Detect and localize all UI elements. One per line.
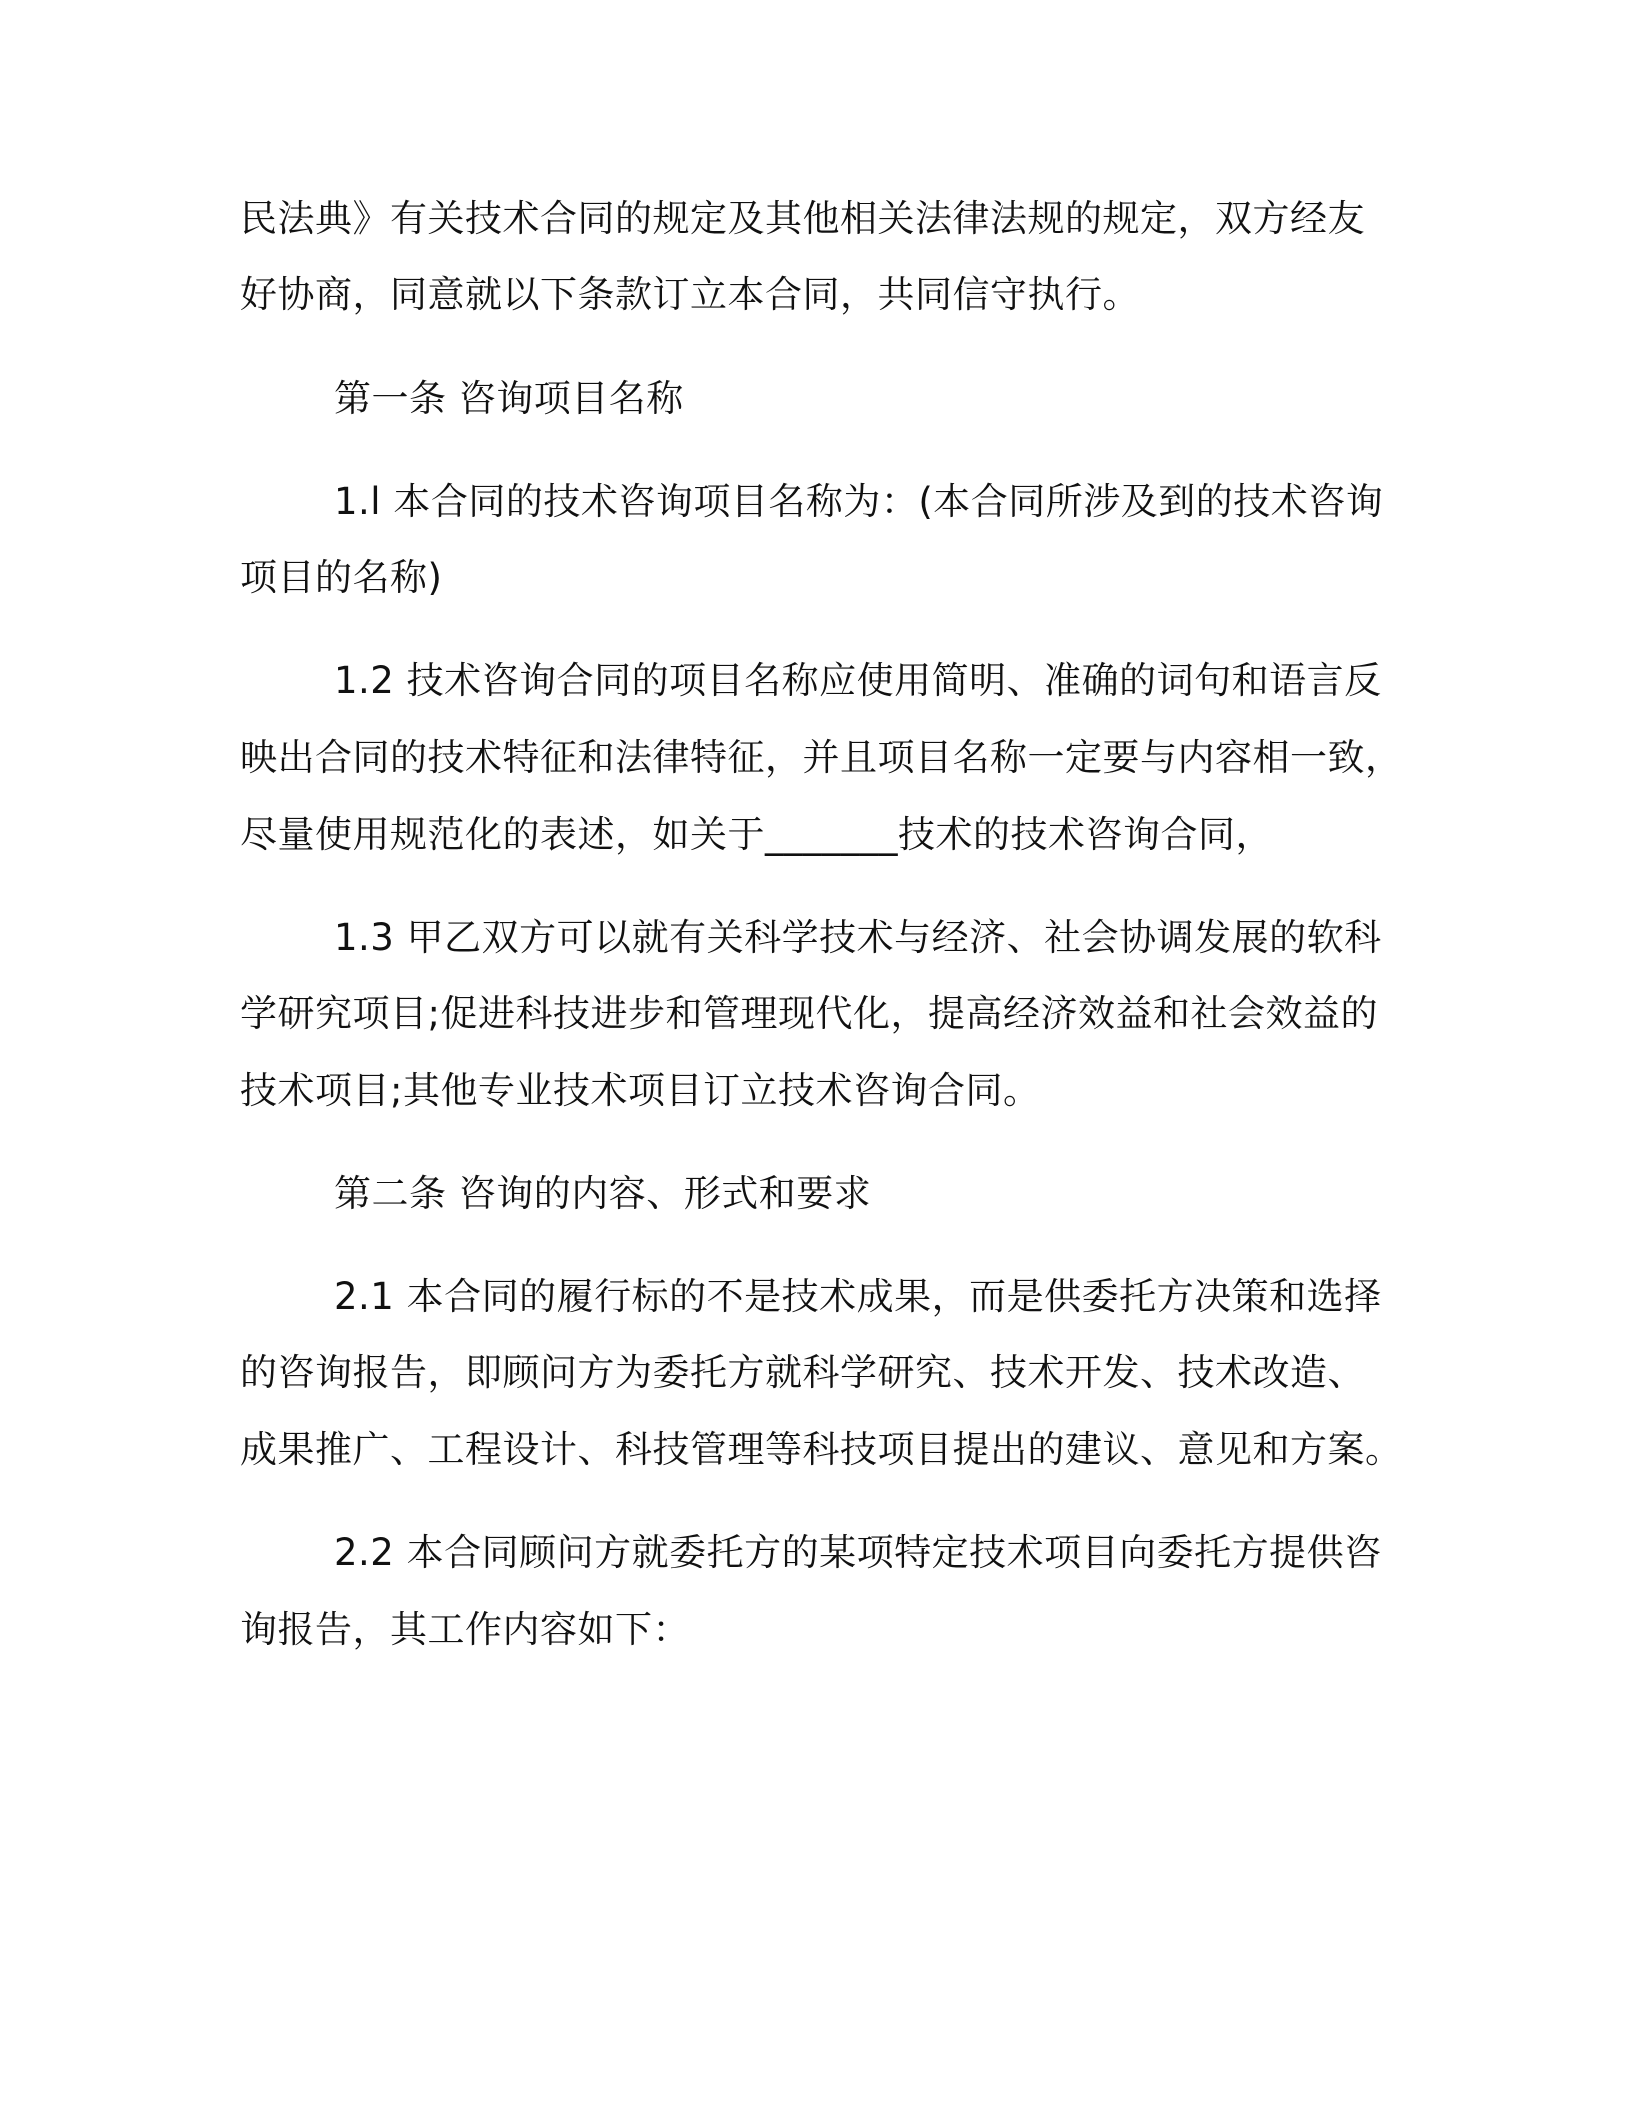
clause-2-2-line-1: 2.2 本合同顾问方就委托方的某项特定技术项目向委托方提供咨	[334, 1531, 1382, 1574]
clause-1-3-line-2: 学研究项目;促进科技进步和管理现代化，提高经济效益和社会效益的	[240, 992, 1378, 1035]
clause-1-2-line-2: 映出合同的技术特征和法律特征，并且项目名称一定要与内容相一致，	[240, 736, 1403, 779]
clause-1-2-line-1: 1.2 技术咨询合同的项目名称应使用简明、准确的词句和语言反	[334, 659, 1382, 702]
clause-2-1-line-3: 成果推广、工程设计、科技管理等科技项目提出的建议、意见和方案。	[240, 1428, 1403, 1471]
article-2-heading: 第二条 咨询的内容、形式和要求	[334, 1172, 872, 1215]
clause-2-1-line-1: 2.1 本合同的履行标的不是技术成果，而是供委托方决策和选择	[334, 1275, 1382, 1318]
intro-line-2: 好协商，同意就以下条款订立本合同，共同信守执行。	[240, 273, 1140, 316]
intro-line-1: 民法典》有关技术合同的规定及其他相关法律法规的规定，双方经友	[240, 197, 1365, 240]
article-1-heading: 第一条 咨询项目名称	[334, 377, 684, 420]
clause-2-1-line-2: 的咨询报告，即顾问方为委托方就科学研究、技术开发、技术改造、	[240, 1351, 1365, 1394]
clause-1-2-line-3: 尽量使用规范化的表述，如关于_______技术的技术咨询合同，	[240, 813, 1273, 856]
clause-1-1-line-1: 1.l 本合同的技术咨询项目名称为：(本合同所涉及到的技术咨询	[334, 480, 1384, 523]
clause-1-1-line-2: 项目的名称)	[240, 556, 443, 599]
clause-1-3-line-3: 技术项目;其他专业技术项目订立技术咨询合同。	[240, 1069, 1041, 1112]
clause-1-3-line-1: 1.3 甲乙双方可以就有关科学技术与经济、社会协调发展的软科	[334, 916, 1382, 959]
clause-2-2-line-2: 询报告，其工作内容如下：	[240, 1608, 690, 1651]
